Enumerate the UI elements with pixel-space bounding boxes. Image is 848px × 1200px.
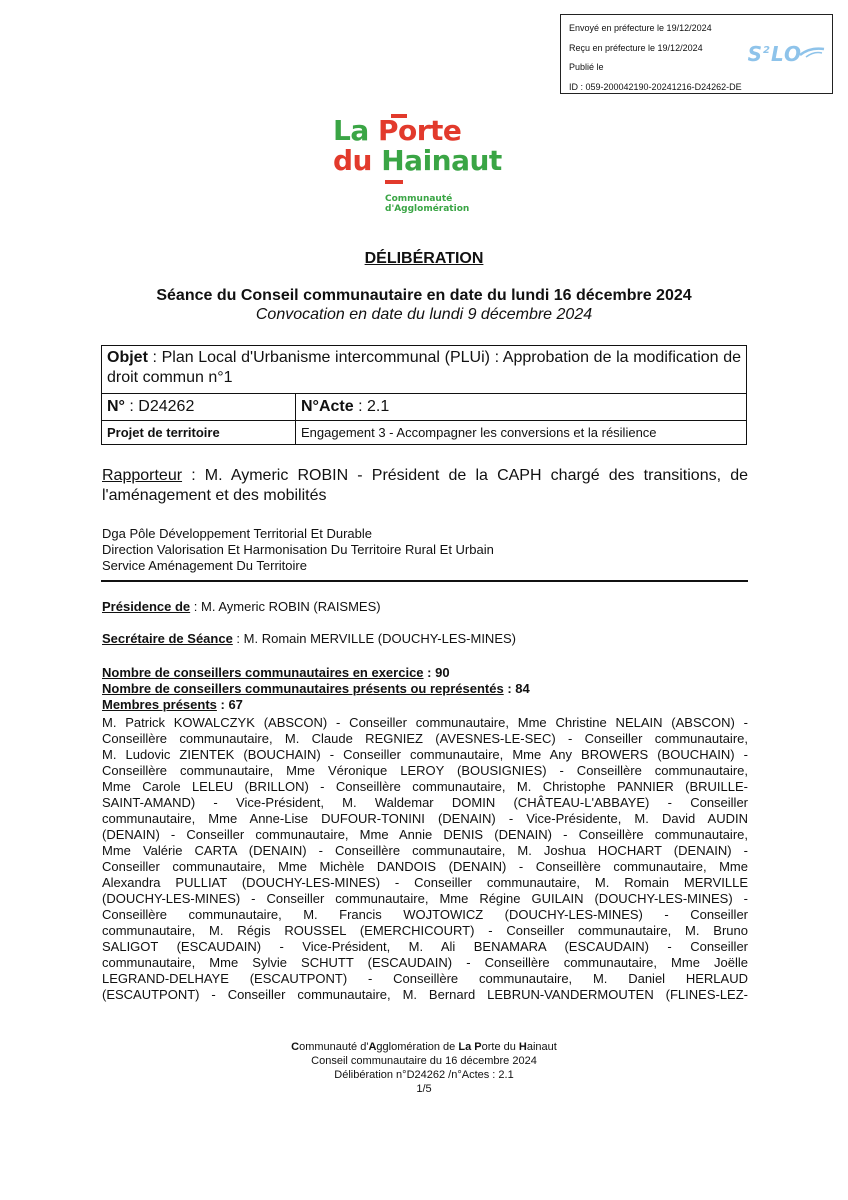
members-line: communautaire, Mme Sylvie SCHUTT (ESCAUDAIN) - Conseillère communautaire, Mme Joëlle xyxy=(102,955,748,970)
service-name: Service Aménagement Du Territoire xyxy=(102,558,307,573)
members-line: Mme Carole LELEU (BRILLON) - Conseillère communautaire, M. Christophe PANNIER (BRUILLE- xyxy=(102,779,748,794)
members-line: (ESCAUTPONT) - Conseiller communautaire, M. Bernard LEBRUN-VANDERMOUTEN (FLINES-LEZ- xyxy=(102,987,748,1002)
num-value: : D24262 xyxy=(124,398,195,415)
stamp-received: Reçu en préfecture le 19/12/2024 xyxy=(569,42,703,53)
members-line: communautaire, Mme Anne-Lise DUFOUR-TONINI (DENAIN) - Vice-Présidente, M. David AUDIN xyxy=(102,811,748,826)
members-line: LEGRAND-DELHAYE (ESCAUTPONT) - Conseillère communautaire, M. Daniel HERLAUD xyxy=(102,971,748,986)
service-dga: Dga Pôle Développement Territorial Et Durable xyxy=(102,526,373,541)
convocation-date: Convocation en date du lundi 9 décembre 2024 xyxy=(255,306,593,323)
count-presents: Nombre de conseillers communautaires présents ou représentés : 84 xyxy=(102,681,530,696)
rapporteur xyxy=(102,466,748,506)
footer-org: Communauté d'Agglomération de La Porte du Hainaut xyxy=(291,1041,557,1053)
members-line: M. Ludovic ZIENTEK (BOUCHAIN) - Conseiller communautaire, Mme Any BROWERS (BOUCHAIN) - xyxy=(102,747,748,762)
objet-cell xyxy=(102,346,747,394)
page-footer xyxy=(0,1040,848,1096)
page-title: DÉLIBÉRATION xyxy=(364,250,484,267)
service-block xyxy=(102,526,494,574)
presidence-value: : M. Aymeric ROBIN (RAISMES) xyxy=(190,599,381,614)
stamp-published: Publié le xyxy=(569,62,604,72)
acte-value: : 2.1 xyxy=(353,398,390,415)
members-line: SALIGOT (ESCAUDAIN) - Vice-Président, M. Ali BENAMARA (ESCAUDAIN) - Conseiller xyxy=(102,939,748,954)
s2lo-logo: $S^2LO$ xyxy=(747,42,802,66)
rapporteur-text: : M. Aymeric ROBIN - Président de la CAPH chargé des transitions, de l'aménagement et des mobilités xyxy=(102,467,748,504)
logo-subtitle: Communauté d'Agglomération xyxy=(385,194,470,214)
objet-table xyxy=(101,345,747,445)
swoosh-icon xyxy=(798,45,826,59)
members-line: Conseiller communautaire, Mme Michèle DANDOIS (DENAIN) - Conseillère communautaire, Mme xyxy=(102,859,748,874)
secretaire-value: : M. Romain MERVILLE (DOUCHY-LES-MINES) xyxy=(232,631,516,646)
members-line: Conseillère communautaire, Mme Véronique LEROY (BOUSIGNIES) - Conseillère communautaire, xyxy=(102,763,748,778)
acte-cell: N°Acte : 2.1 xyxy=(296,394,747,421)
members-line: communautaire, M. Régis ROUSSEL (EMERCHICOURT) - Conseiller communautaire, M. Bruno xyxy=(102,923,748,938)
members-line: Mme Valérie CARTA (DENAIN) - Conseillère communautaire, M. Joshua HOCHART (DENAIN) - xyxy=(102,843,748,858)
count-membres: Membres présents : 67 xyxy=(102,697,243,712)
logo-line-2: du Hainaut xyxy=(333,144,502,177)
members-line: (DENAIN) - Conseiller communautaire, Mme Annie DENIS (DENAIN) - Conseillère communautaire, xyxy=(102,827,748,842)
divider xyxy=(101,580,748,582)
rapporteur-label: Rapporteur xyxy=(102,467,183,484)
prefecture-stamp xyxy=(560,14,833,94)
members-line: Conseillère communautaire, M. Francis WOJTOWICZ (DOUCHY-LES-MINES) - Conseiller xyxy=(102,907,748,922)
footer-deliberation: Délibération n°D24262 /n°Actes : 2.1 xyxy=(334,1069,514,1081)
members-line: Conseillère communautaire, M. Claude REGNIEZ (AVESNES-LE-SEC) - Conseiller communautaire, xyxy=(102,731,748,746)
objet-text: : Plan Local d'Urbanisme intercommunal (PLUi) : Approbation de la modification de droit commun n°1 xyxy=(107,349,741,386)
logo-accent-bottom xyxy=(385,180,403,184)
stamp-id: ID : 059-200042190-20241216-D24262-DE xyxy=(569,81,742,92)
projet-label: Projet de territoire xyxy=(102,421,296,445)
stamp-sent: Envoyé en préfecture le 19/12/2024 xyxy=(569,23,712,33)
projet-value: Engagement 3 - Accompagner les conversions et la résilience xyxy=(296,421,747,445)
members-line: SAINT-AMAND) - Vice-Président, M. Waldemar DOMIN (CHÂTEAU-L'ABBAYE) - Conseiller xyxy=(102,795,748,810)
members-line: M. Patrick KOWALCZYK (ABSCON) - Conseiller communautaire, Mme Christine NELAIN (ABSCON) - xyxy=(102,715,748,730)
members-list xyxy=(102,715,748,1003)
logo-line-1: La Porte xyxy=(333,114,462,147)
page-number: 1/5 xyxy=(416,1083,432,1095)
seance-date: Séance du Conseil communautaire en date du lundi 16 décembre 2024 xyxy=(156,287,692,304)
count-exercice: Nombre de conseillers communautaires en exercice : 90 xyxy=(102,665,450,680)
num-cell: N° : D24262 xyxy=(102,394,296,421)
members-line: (DOUCHY-LES-MINES) - Conseiller communautaire, Mme Régine GUILAIN (DOUCHY-LES-MINES) - xyxy=(102,891,748,906)
secretaire: Secrétaire de Séance : M. Romain MERVILLE (DOUCHY-LES-MINES) xyxy=(102,631,516,646)
members-line: Alexandra PULLIAT (DOUCHY-LES-MINES) - Conseiller communautaire, M. Romain MERVILLE xyxy=(102,875,748,890)
footer-session: Conseil communautaire du 16 décembre 2024 xyxy=(311,1055,537,1067)
presidence: Présidence de : M. Aymeric ROBIN (RAISMES) xyxy=(102,599,381,614)
objet-label: Objet xyxy=(107,349,148,366)
caph-logo xyxy=(333,116,523,216)
service-direction: Direction Valorisation Et Harmonisation Du Territoire Rural Et Urbain xyxy=(102,542,494,557)
